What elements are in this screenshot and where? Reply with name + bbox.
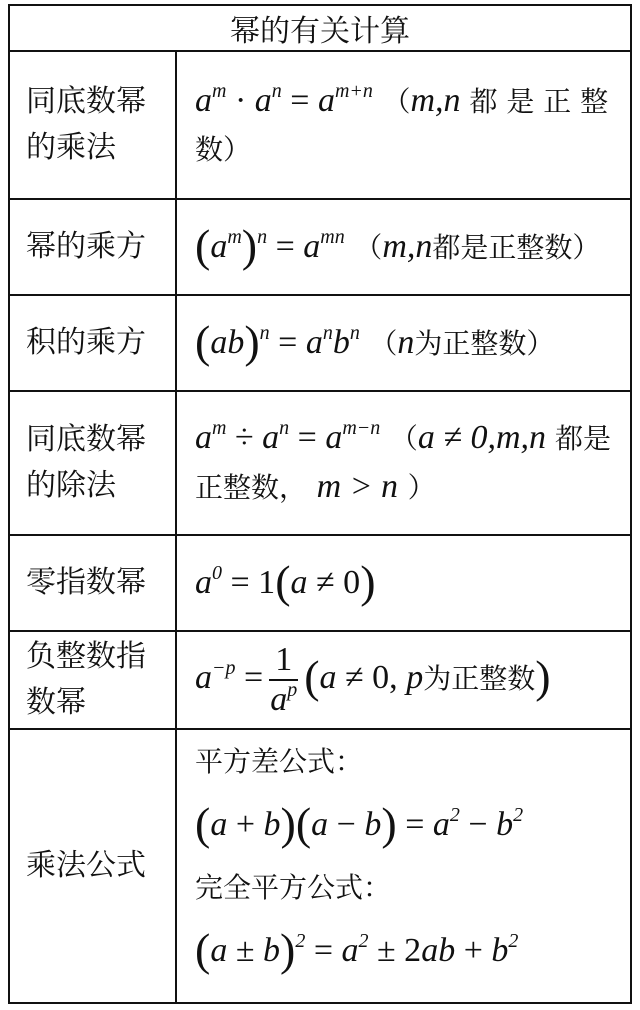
formula-line: $(a^m)^n = a^{mn}$ （m,n都是正整数） <box>195 220 601 271</box>
formula-line <box>195 914 630 988</box>
row-content: $a^m \div a^n = a^{m-n}$ （a ≠ 0,m,n 都是 正整数， m > n ） <box>177 392 630 534</box>
row-label: 零指数幂 <box>10 536 177 630</box>
row-label: 乘法公式 <box>10 730 177 1002</box>
row-content <box>177 632 630 728</box>
power-rules-table <box>8 4 632 1004</box>
formula-line <box>195 558 630 608</box>
row-label: 同底数幂 的乘法 <box>10 52 177 198</box>
table-title: 幂的有关计算 <box>230 14 410 49</box>
table-row <box>10 294 630 390</box>
formula: $(a^m)^n = a^{mn}$ <box>195 220 345 271</box>
formula: $a^m \div a^n = a^{m-n}$ <box>195 417 381 456</box>
table-row <box>10 198 630 294</box>
formula-line <box>195 788 630 862</box>
row-content: $a^m \cdot a^n = a^{m+n}$ （m,n 都 是 正 整 数） <box>177 52 630 198</box>
formula: $a^0 = 1(a \ne 0)$ <box>195 556 376 607</box>
row-content: 平方差公式： $(a + b)(a - b) = a^2 - b^2$ 完全平方公式： $(a \pm b)^2 = a^2 \pm 2ab + b^2$ <box>177 730 630 1002</box>
formula: $a^{-p}$ = $\frac{1}{a^p}$ (a ≠ 0, p为正整数) <box>195 641 551 718</box>
row-label: 幂的乘方 <box>10 200 177 294</box>
table-row <box>10 50 630 198</box>
row-content <box>177 200 630 294</box>
row-label: 同底数幂 的除法 <box>10 392 177 534</box>
table-row <box>10 390 630 534</box>
table-row <box>10 534 630 630</box>
row-content <box>177 296 630 390</box>
formula-line: $a^m \cdot a^n = a^{m+n}$ （m,n 都 是 正 整 <box>195 79 609 119</box>
formula: $(ab)^n = a^nb^n$ <box>195 316 360 367</box>
row-label: 负整数指 数幂 <box>10 632 177 728</box>
formula-line: $a^m \div a^n = a^{m-n}$ （a ≠ 0,m,n 都是 <box>195 417 611 456</box>
formula: $a^m \cdot a^n = a^{m+n}$ <box>195 79 373 119</box>
formula-line: $(ab)^n = a^nb^n$ （n为正整数） <box>195 316 555 367</box>
formula: $(a \pm b)^2 = a^2 \pm 2ab + b^2$ <box>195 924 519 975</box>
table-row <box>10 630 630 728</box>
table-row <box>10 728 630 1002</box>
formula: $(a + b)(a - b) = a^2 - b^2$ <box>195 798 524 849</box>
row-label: 积的乘方 <box>10 296 177 390</box>
formula-line <box>195 641 630 719</box>
row-content <box>177 536 630 630</box>
